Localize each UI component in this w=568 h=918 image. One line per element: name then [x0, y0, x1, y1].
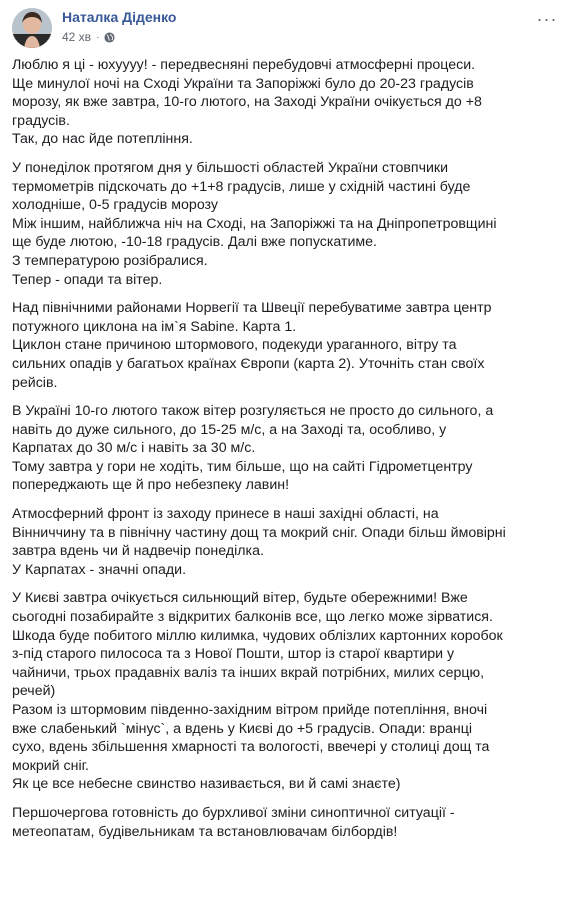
- post-text-line: Разом із штормовим південно-західним вітром прийде потепління, вночі: [12, 702, 488, 718]
- post-text-line: рейсів.: [12, 374, 58, 391]
- post-text-line: сьогодні позабирайте з відкритих балконів все, що легко може зірватися.: [12, 609, 493, 626]
- post-paragraph: [12, 505, 556, 579]
- post-text-line: Між іншим, найближча ніч на Сході, на Запоріжжі та на Дніпропетровщині: [12, 215, 497, 232]
- post-paragraph: [12, 804, 556, 841]
- post-text-line: сильних опадів у багатьох країнах Європи (карта 2). Уточніть стан своїх: [12, 355, 485, 372]
- post-text-line: навіть до дуже сильного, до 15-25 м/с, а на Заході та, особливо, у: [12, 421, 447, 438]
- post-paragraph: [12, 589, 556, 794]
- post-text-line: градусів.: [12, 112, 70, 129]
- post-text-line: термометрів підскочать до +1+8 градусів, лише у східній частині буде: [12, 178, 471, 195]
- post-text-line: Вінниччину та в північну частину дощ та мокрий сніг. Опади більш ймовірні: [12, 524, 506, 541]
- post-header: [0, 0, 568, 56]
- post-text-line: вже слабенький `мінус`, а вдень у Києві до +5 градусів. Опади: вранці: [12, 720, 472, 737]
- post-text-line: У понеділок протягом дня у більшості областей України стовпчики: [12, 159, 449, 176]
- post-text-line: завтра вдень чи й надвечір понеділка.: [12, 543, 264, 560]
- post-text-line: речей): [12, 683, 56, 700]
- post-text-line: потужного циклона на ім`я Sabine. Карта 1.: [12, 318, 297, 335]
- post-text-line: Циклон стане причиною штормового, подекуди ураганного, вітру та: [12, 337, 457, 354]
- post-text-line: Тому завтра у гори не ходіть, тим більше, що на сайті Гідрометцентру: [12, 458, 473, 475]
- post-paragraph: [12, 299, 556, 392]
- post-text-line: Як це все небесне свинство називається, ви й самі знаєте): [12, 776, 401, 793]
- post-text-line: Так, до нас йде потепління.: [12, 131, 193, 148]
- post-text-line: з-під старого пилососа та з Нової Пошти, штор із старої квартири у: [12, 646, 455, 663]
- post-paragraph: [12, 159, 556, 289]
- post-body: [0, 56, 568, 841]
- avatar[interactable]: [12, 8, 52, 48]
- post-text-line: Над північними районами Норвегії та Швеції перебуватиме завтра центр: [12, 300, 492, 317]
- post-text-line: Карпатах до 30 м/с і навіть за 30 м/с.: [12, 440, 256, 457]
- post-text-line: Шкода буде побитого міллю килимка, чудових облізлих картонних коробок: [12, 627, 503, 644]
- post-text-line: Ще минулої ночі на Сході України та Запоріжжі було до 20-23 градусів: [12, 75, 474, 92]
- post-text-line: Атмосферний фронт із заходу принесе в наші західні області, на: [12, 506, 439, 523]
- post-text-line: З температурою розібралися.: [12, 252, 208, 269]
- post-text-line: Тепер - опади та вітер.: [12, 271, 163, 288]
- post-text-line: попереджають ще й про небезпеку лавин!: [12, 477, 290, 494]
- post-text-line: мокрий сніг.: [12, 757, 89, 774]
- post-text-line: Люблю я ці - юхуууу! - передвесняні перебудовчі атмосферні процеси.: [12, 57, 476, 73]
- post-text-line: морозу, як вже завтра, 10-го лютого, на Заході України очікується до +8: [12, 94, 482, 111]
- post-text-line: У Києві завтра очікується сильнющий вітер, будьте обережними! Вже: [12, 590, 468, 607]
- avatar-image: [12, 8, 52, 48]
- more-options-icon[interactable]: ···: [536, 8, 558, 29]
- post-text-line: метеопатам, будівельникам та встановлювачам білбордів!: [12, 823, 398, 840]
- post-timestamp[interactable]: 42 хв: [62, 30, 92, 44]
- author-name[interactable]: Наталка Діденко: [62, 9, 177, 25]
- post-paragraph: [12, 402, 556, 495]
- post-text-line: чайничи, трьох прадавніх валіз та інших вкрай потрібних, милих серцю,: [12, 664, 485, 681]
- meta-separator: ·: [96, 31, 100, 43]
- post-text-line: ще буде лютою, -10-18 градусів. Далі вже попускатиме.: [12, 234, 378, 251]
- post-text-line: сухо, вдень збільшення хмарності та вологості, ввечері у столиці дощ та: [12, 739, 490, 756]
- post-meta: [62, 30, 115, 44]
- post-paragraph: [12, 56, 556, 149]
- post-text-line: Першочергова готовність до бурхливої зміни синоптичної ситуації -: [12, 804, 455, 821]
- globe-icon[interactable]: [104, 32, 115, 43]
- post-text-line: У Карпатах - значні опади.: [12, 561, 187, 578]
- post-text-line: холодніше, 0-5 градусів морозу: [12, 197, 218, 214]
- post-text-line: В Україні 10-го лютого також вітер розгуляється не просто до сильного, а: [12, 403, 494, 420]
